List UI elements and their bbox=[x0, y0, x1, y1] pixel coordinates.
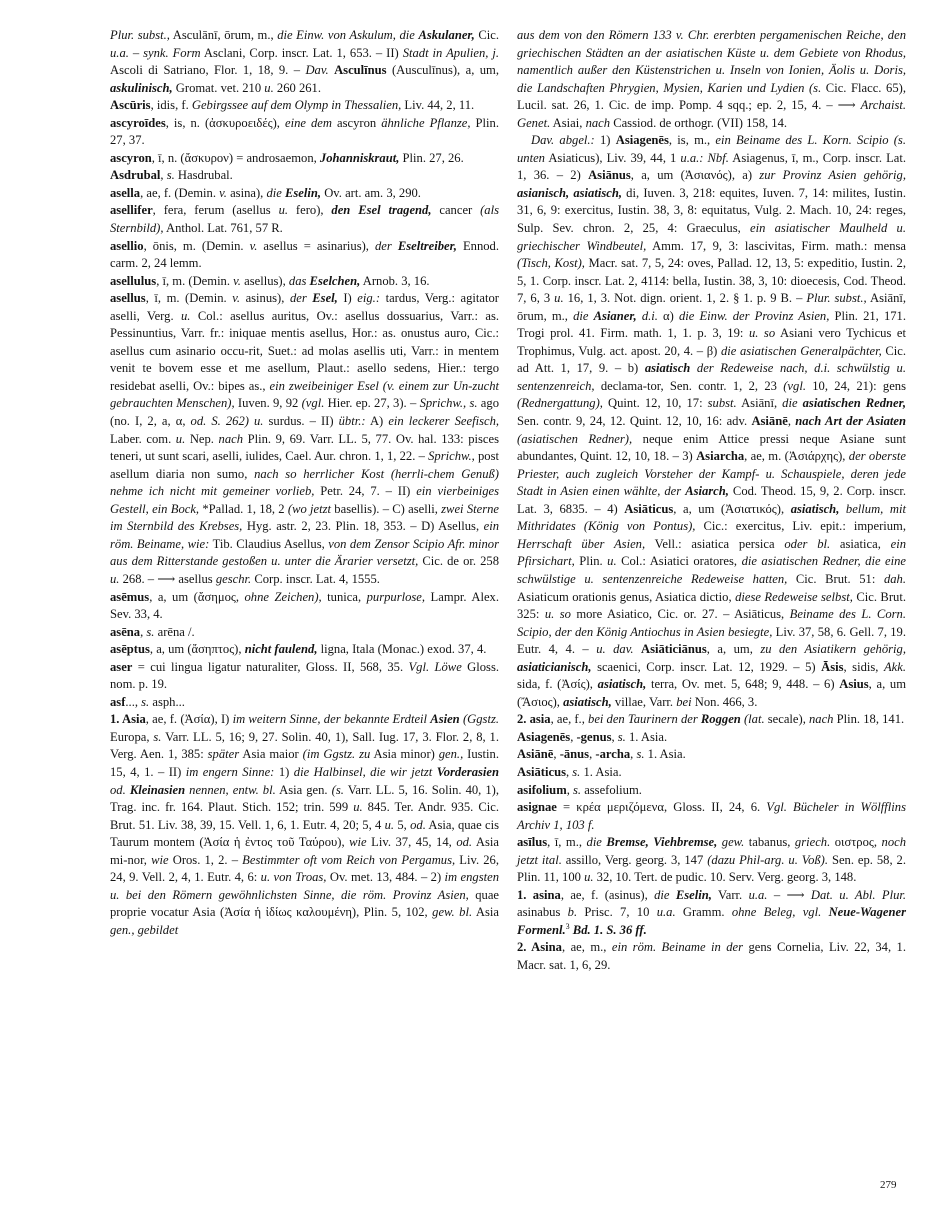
dictionary-entry-asena: asēna, s. arēna /. bbox=[110, 624, 195, 639]
dictionary-entry-asifolium: asifolium, s. assefolium. bbox=[517, 782, 642, 797]
dictionary-entry-asf: asf..., s. asph... bbox=[110, 694, 185, 709]
dictionary-entry-aseptus: asēptus, a, um (ἄσηπτος), nicht faulend, ligna, Itala (Monac.) exod. 37, 4. bbox=[110, 642, 487, 657]
dictionary-entry-asellulus: asellulus, ī, m. (Demin. v. asellus), das Eselchen, Arnob. 3, 16. bbox=[110, 273, 430, 288]
dictionary-entry-asella: asella, ae, f. (Demin. v. asina), die Eselin, Ov. art. am. 3, 290. bbox=[110, 185, 421, 200]
dictionary-entry-asina-2: 2. Asina, ae, m., ein röm. Beiname in der gens Cornelia, Liv. 22, 34, 1. Macr. sat. 1, 6, 29. bbox=[517, 940, 906, 972]
dictionary-entry-plur-asculani: Plur. subst., Asculānī, ōrum, m., die Einw. von Askulum, die Askulaner, Cic. u.a. – synk. Form Asclani, Corp. inscr. Lat. 1, 653. – II) Stadt in Apulien, j. Ascoli di Satriano, Flor. 1, 18, 9. – Dav. Asculīnus (Ausculīnus), a, um, askulinisch, Gromat. vet. 210 u. 260 261. bbox=[110, 28, 500, 95]
dictionary-entry-ascyroides: ascyroīdes, is, n. (ἀσκυροειδές), eine dem ascyron ähnliche Pflanze, Plin. 27, 37. bbox=[110, 115, 499, 148]
dictionary-entry-asilus: asīlus, ī, m., die Bremse, Viehbremse, gew. tabanus, griech. οιστρος, noch jetzt ital. assillo, Verg. georg. 3, 147 (dazu Phil-arg. u. Voß). Sen. ep. 58, 2. Plin. 11, 100 u. 32, 10. Tert. de pudic. 10. Serv. Verg. georg. 3, 148. bbox=[517, 835, 907, 885]
left-column bbox=[110, 27, 499, 939]
dictionary-entry-asia-2: 2. asia, ae, f., bei den Taurinern der Roggen (lat. secale), nach Plin. 18, 141. bbox=[517, 712, 905, 727]
dictionary-entry-ascyron: ascyron, ī, n. (ἄσκυρον) = androsaemon, Johanniskraut, Plin. 27, 26. bbox=[110, 150, 464, 165]
dictionary-entry-asdrubal: Asdrubal, s. Hasdrubal. bbox=[110, 168, 233, 183]
dictionary-entry-asiagenes: Asiagenēs, -genus, s. 1. Asia. bbox=[517, 729, 668, 744]
dictionary-entry-asignae: asignae = κρέα μεριζόμενα, Gloss. II, 24, 6. Vgl. Bücheler in Wölfflins Archiv 1, 103 f. bbox=[517, 800, 906, 832]
page-number: 279 bbox=[880, 1179, 897, 1191]
dictionary-entry-asiaticus: Asiāticus, s. 1. Asia. bbox=[517, 764, 622, 779]
dictionary-entry-asellio: asellio, ōnis, m. (Demin. v. asellus = asinarius), der Eseltreiber, Ennod. carm. 2, 24 lemm. bbox=[110, 238, 499, 271]
dictionary-entry-asia-1: 1. Asia, ae, f. (Ἀσία), I) im weitern Sinne, der bekannte Erdteil Asien (Ggstz. Europa, s. Varr. LL. 5, 16; 9, 27. Solin. 40, 1), Sall. Iug. 17, 3. Flor. 2, 8, 1. Verg. Aen. 1, 385: später Asia maior (im Ggstz. zu Asia minor) gen., Iustin. 15, 4, 1. – II) im engern Sinne: 1) die Halbinsel, die wir jetzt Vorderasien od. Kleinasien nennen, entw. bl. Asia gen. (s. Varr. LL. 5, 16. Solin. 40, 1), Trag. inc. fr. 164. Plaut. Stich. 152; trin. 599 u. 845. Ter. Andr. 935. Cic. Brut. 51. Liv. 38, 39, 15. Vell. 1, 6, 1. Eutr. 4, 20; 5, 4 u. 5, od. Asia, quae cis Taurum montem (Ἀσία ἡ ἐντος τοῦ Ταύρου), wie Liv. 37, 45, 14, od. Asia mi-nor, wie Oros. 1, 2. – Bestimmter oft vom Reich von Pergamus, Liv. 26, 24, 9. Vell. 2, 4, 1. Eutr. 4, 6: u. von Troas, Ov. met. 13, 484. – 2) im engsten u. bei den Römern gewöhnlichsten Sinne, die röm. Provinz Asien, quae proprie vocatur Asia (Ἀσία ἡ ἰδίως καλουμένη), Plin. 5, 102, gew. bl. Asia gen., gebildet bbox=[110, 712, 500, 937]
dictionary-entry-asia-1-continued: aus dem von den Römern 133 v. Chr. ererbten pergamenischen Reiche, den griechischen Städten an der asiatischen Küste u. dem Gebiete von Rhodus, namentlich außer den Küstenstrichen u. Inseln von Ionien, Äolis u. Doris, die Landschaften Phrygien, Mysien, Karien und Lydien (s. Cic. Flacc. 65), Lucil. sat. 26, 1. Cic. de imp. Pomp. 4 sqq.; ep. 2, 15, 4. – ⟶ Archaist. Genet. Asiai, nach Cassiod. de orthogr. (VII) 158, 14. bbox=[517, 28, 906, 130]
dictionary-entry-asemus: asēmus, a, um (ἄσημος, ohne Zeichen), tunica, purpurlose, Lampr. Alex. Sev. 33, 4. bbox=[110, 589, 499, 622]
dictionary-entry-ascuris: Ascūris, idis, f. Gebirgssee auf dem Olymp in Thessalien, Liv. 44, 2, 11. bbox=[110, 98, 475, 113]
dictionary-entry-asianes: Asiānē, -ānus, -archa, s. 1. Asia. bbox=[517, 747, 686, 762]
dictionary-entry-asellifer: asellifer, fera, ferum (asellus u. fero), den Esel tragend, cancer (als Sternbild), Anthol. Lat. 761, 57 R. bbox=[110, 203, 499, 236]
dictionary-entry-aser: aser = cui lingua ligatur naturaliter, Gloss. II, 568, 35. Vgl. Löwe Gloss. nom. p. 19. bbox=[110, 659, 500, 692]
dictionary-entry-asina-1: 1. asina, ae, f. (asinus), die Eselin, Varr. u.a. – ⟶ Dat. u. Abl. Plur. asinabus b. Prisc. 7, 10 u.a. Gramm. ohne Beleg, vgl. Neue-Wagener Formenl.$^3$ Bd. 1. S. 36 ff. bbox=[517, 887, 907, 937]
dictionary-entry-asellus: asellus, ī, m. (Demin. v. asinus), der Esel, I) eig.: tardus, Verg.: agitator aselli, Verg. u. Col.: asellus auritus, Ov.: asellus dossuarius, Varr.: as. Pessinuntius, Varr. fr.: iniquae mentis asellus, Hor.: as. onustus auro, Cic.: asellus cum asinario occu-rit, Suet.: ad molas asellis uti, Varr.: in mentem venit te bovem esse et me asellum, Plaut.: asello sedens, Hier.: tergo residebat aselli, Ov.: bipes as., ein zweibeiniger Esel (v. einem zur Un-zucht gebrauchten Menschen), Iuven. 9, 92 (vgl. Hier. ep. 27, 3). – Sprichw., s. ago (no. I, 2, a, α, od. S. 262) u. surdus. – II) übtr.: A) ein leckerer Seefisch, Laber. com. u. Nep. nach Plin. 9, 69. Varr. LL. 5, 77. Ov. hal. 133: pisces teneri, ut sunt scari, aselli, iulides, Cael. Aur. chron. 1, 1, 22. – Sprichw., post asellum diaria non sumo, nach so herrlicher Kost (herrli-chem Genuß) nehme ich nicht mit gemeiner vorlieb, Petr. 24, 7. – II) ein vierbeiniges Gestell, ein Bock, *Pallad. 1, 18, 2 (wo jetzt basellis). – C) aselli, zwei Sterne im Sternbild des Krebses, Hyg. astr. 2, 23. Plin. 18, 353. – D) Asellus, ein röm. Beiname, wie: Tib. Claudius Asellus, von dem Zensor Scipio Afr. minor aus dem Ritterstande gestoßen u. unter die Ärarier versetzt, Cic. de or. 258 u. 268. – ⟶ asellus geschr. Corp. inscr. Lat. 4, 1555. bbox=[110, 291, 500, 586]
dictionary-entry-asia-derivatives: Dav. abgel.: 1) Asiagenēs, is, m., ein Beiname des L. Korn. Scipio (s. unten Asiaticus), Liv. 39, 44, 1 u.a.: Nbf. Asiagenus, ī, m., Corp. inscr. Lat. 1, 36. – 2) Asiānus, a, um (Ἀσιανός), a) zur Provinz Asien gehörig, asianisch, asiatisch, di, Iuven. 3, 218: equites, Iuven. 7, 14: milites, Iustin. 31, 6, 9: exercitus, Iustin. 38, 3, 8: equitatus, Vulg. 2. Mach. 10, 24: reges, Sulp. Sev. chron. 2, 25, 4: Graeculus, ein asiatischer Maulheld u. griechischer Windbeutel, Amm. 17, 9, 3: lascivitas, Firm. math.: mensa (Tisch, Kost), Macr. sat. 7, 5, 24: oves, Pallad. 12, 13, 5: expeditio, Iustin. 2, 5, 1. Corp. inscr. Lat. 2, 4114: bella, Iustin. 38, 3, 10: dioecesis, Cod. Theod. 7, 6, 3 u. 16, 1, 3. Not. dign. orient. 1, 2. § 1. p. 9 B. – Plur. subst., Asiānī, ōrum, m., die Asianer, d.i. α) die Einw. der Provinz Asien, Plin. 21, 171. Trogi prol. 41. Firm. math. 1, 1. p. 3, 19: u. so Asiani vero Tychicus et Trophimus, Vulg. act. apost. 20, 4. – β) die asiatischen Generalpächter, Cic. ad Att. 1, 17, 9. – b) asiatisch der Redeweise nach, d.i. schwülstig u. sentenzenreich, declama-tor, Sen. contr. 1, 2, 23 (vgl. 10, 24, 21): gens (Rednergattung), Quint. 12, 10, 17: subst. Asiānī, die asiatischen Redner, Sen. contr. 9, 24, 12. Quint. 12, 10, 16: adv. Asiānē, nach Art der Asiaten (asiatischen Redner), neque enim Attice pressi neque Asiane sunt abundantes, Quint. 12, 10, 18. – 3) Asiarcha, ae, m. (Ἀσιάρχης), der oberste Priester, auch zugleich Vorsteher der Kampf- u. Schauspiele, deren jede Stadt in Asien einen wählte, der Asiarch, Cod. Theod. 15, 9, 2. Corp. inscr. Lat. 3, 6835. – 4) Asiāticus, a, um (Ἀσιατικός), asiatisch, bellum, mit Mithridates (König von Pontus), Cic.: exercitus, Liv. epit.: imperium, Herrschaft über Asien, Vell.: asiatica persica oder bl. asiatica, ein Pfirsichart, Plin. u. Col.: Asiatici oratores, die asiatischen Redner, die eine schwülstige u. sentenzenreiche Redeweise hatten, Cic. Brut. 51: dah. Asiaticum orationis genus, Asiatica dictio, diese Redeweise selbst, Cic. Brut. 325: u. so more Asiatico, Cic. or. 27. – Asiāticus, Beiname des L. Corn. Scipio, der den König Antiochus in Asien besiegte, Liv. 37, 58, 6. Gell. 7, 19. Eutr. 4, 4. – u. dav. Asiāticiānus, a, um, zu den Asiatikern gehörig, asiaticianisch, scaenici, Corp. inscr. Lat. 12, 1929. – 5) Āsis, sidis, Akk. sida, f. (Ἀσίς), asiatisch, terra, Ov. met. 5, 648; 9, 448. – 6) Asius, a, um (Ἄσιος), asiatisch, villae, Varr. bei Non. 466, 3. bbox=[517, 133, 907, 709]
right-column bbox=[517, 27, 906, 975]
